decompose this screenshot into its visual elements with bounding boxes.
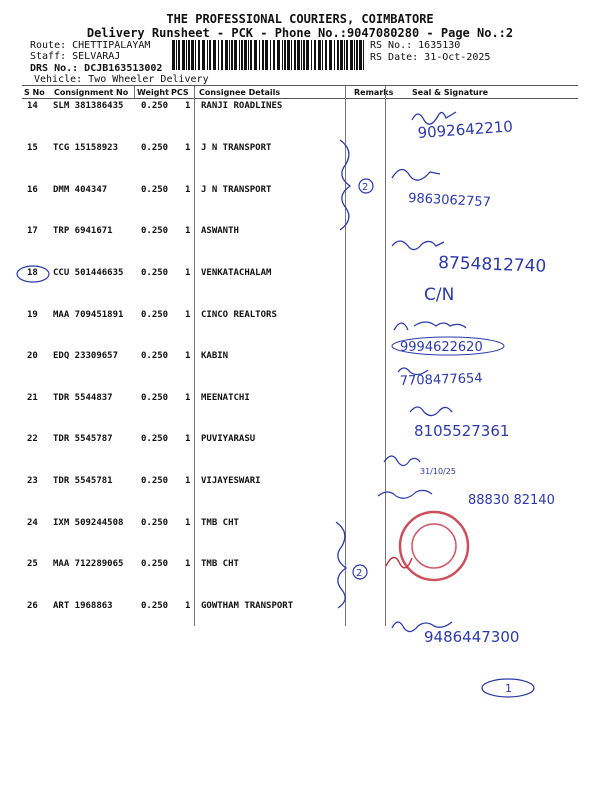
vehicle-label: Vehicle: Two Wheeler Delivery (34, 74, 209, 85)
barcode-bar (344, 40, 345, 70)
barcode-bar (182, 40, 185, 70)
circled-count-label: 2 (362, 182, 369, 193)
rs-date: RS Date: 31-Oct-2025 (370, 52, 491, 63)
barcode-bar (291, 40, 292, 70)
row-serial-number: 17 (27, 226, 38, 236)
handwritten-phone: 8754812740 (437, 253, 547, 277)
barcode-bar (311, 40, 312, 70)
handwritten-phone: 8105527361 (414, 422, 510, 440)
signature-scribble (398, 368, 428, 375)
circled-page-mark-label: 1 (505, 682, 512, 695)
row-pieces: 1 (185, 434, 191, 444)
barcode-bar (284, 40, 286, 70)
row-consignment-number: MAA 709451891 (53, 310, 124, 320)
barcode-bar (340, 40, 343, 70)
row-consignee: RANJI ROADLINES (201, 101, 283, 111)
barcode-bar (254, 40, 257, 70)
company-seal-stamp (400, 512, 468, 580)
barcode-bar (314, 40, 316, 70)
row-pieces: 1 (185, 476, 191, 486)
barcode-bar (262, 40, 264, 70)
row-consignee: VIJAYESWARI (201, 476, 261, 486)
barcode-bar (221, 40, 223, 70)
col-consignee-header: Consignee Details (199, 88, 281, 97)
staff-label: Staff: SELVARAJ (30, 51, 121, 62)
barcode-bar (282, 40, 283, 70)
row-pieces: 1 (185, 601, 191, 611)
row-consignment-number: MAA 712289065 (53, 559, 124, 569)
barcode-bar (273, 40, 275, 70)
row-consignment-number: TDR 5545781 (53, 476, 113, 486)
signature-scribble (392, 241, 444, 250)
row-consignee: VENKATACHALAM (201, 268, 272, 278)
barcode-bar (198, 40, 200, 70)
barcode-bar (303, 40, 305, 70)
handwritten-phone: 9994622620 (400, 340, 483, 355)
handwritten-bracket (392, 337, 504, 355)
barcode-bar (225, 40, 228, 70)
col-pcs-header: PCS (171, 88, 189, 97)
handwritten-phone: 9863062757 (407, 191, 492, 211)
row-pieces: 1 (185, 518, 191, 528)
col-consignment-header: Consignment No (54, 88, 129, 97)
barcode-bar (297, 40, 300, 70)
row-consignee: ASWANTH (201, 226, 239, 236)
row-consignee: CINCO REALTORS (201, 310, 277, 320)
circled-count-label: 2 (356, 568, 363, 579)
route-label: Route: CHETTIPALAYAM (30, 40, 151, 51)
row-consignee: J N TRANSPORT (201, 185, 272, 195)
barcode-bar (229, 40, 230, 70)
row-serial-number: 14 (27, 101, 38, 111)
company-seal-inner (412, 524, 456, 568)
barcode-bar (191, 40, 194, 70)
row-consignee: TMB CHT (201, 518, 239, 528)
row-pieces: 1 (185, 351, 191, 361)
barcode-bar (202, 40, 205, 70)
runsheet-subtitle: Delivery Runsheet - PCK - Phone No.:9047080280 - Page No.:2 (86, 26, 514, 40)
row-serial-number: 26 (27, 601, 38, 611)
row-pieces: 1 (185, 559, 191, 569)
barcode-bar (277, 40, 280, 70)
barcode-bar (318, 40, 321, 70)
row-weight: 0.250 (141, 393, 169, 403)
barcode-bar (231, 40, 233, 70)
barcode-bar (259, 40, 260, 70)
barcode-image (172, 40, 368, 70)
barcode-bar (301, 40, 302, 70)
row-consignment-number: TDR 5545787 (53, 434, 113, 444)
barcode-bar (346, 40, 348, 70)
rs-number: RS No.: 1635130 (370, 40, 461, 51)
barcode-bar (213, 40, 216, 70)
barcode-bar (356, 40, 358, 70)
barcode-bar (176, 40, 177, 70)
barcode-bar (354, 40, 355, 70)
barcode-bar (350, 40, 353, 70)
row-serial-number: 24 (27, 518, 38, 528)
handwritten-note: C/N (424, 285, 455, 305)
signature-scribble (384, 456, 420, 466)
barcode-bar (244, 40, 247, 70)
drs-number: DRS No.: DCJB163513002 (30, 63, 163, 74)
row-pieces: 1 (185, 310, 191, 320)
col-divider (194, 86, 195, 626)
row-serial-number: 20 (27, 351, 38, 361)
barcode-bar (195, 40, 196, 70)
header-top-rule (22, 85, 578, 86)
row-weight: 0.250 (141, 268, 169, 278)
barcode-bar (306, 40, 309, 70)
barcode-bar (322, 40, 323, 70)
handwritten-phone: 9092642210 (417, 117, 514, 142)
barcode-bar (239, 40, 240, 70)
signature-scribble (392, 169, 440, 180)
barcode-bar (248, 40, 249, 70)
barcode-bar (359, 40, 362, 70)
barcode-bar (209, 40, 211, 70)
row-consignment-number: IXM 509244508 (53, 518, 124, 528)
col-sno-header: S No (24, 88, 45, 97)
row-weight: 0.250 (141, 476, 169, 486)
barcode-bar (294, 40, 296, 70)
company-title: THE PROFESSIONAL COURIERS, COIMBATORE (166, 12, 434, 26)
barcode-bar (325, 40, 327, 70)
barcode-bar (218, 40, 219, 70)
header-bottom-rule (22, 98, 578, 99)
barcode-bar (207, 40, 208, 70)
stamp-signature (386, 557, 412, 567)
row-consignee: MEENATCHI (201, 393, 250, 403)
row-weight: 0.250 (141, 518, 169, 528)
row-serial-number: 15 (27, 143, 38, 153)
row-weight: 0.250 (141, 559, 169, 569)
row-pieces: 1 (185, 143, 191, 153)
row-pieces: 1 (185, 268, 191, 278)
row-consignment-number: CCU 501446635 (53, 268, 124, 278)
barcode-bar (234, 40, 237, 70)
row-consignee: GOWTHAM TRANSPORT (201, 601, 294, 611)
row-serial-number: 18 (27, 268, 38, 278)
col-divider (385, 86, 386, 626)
row-consignee: KABIN (201, 351, 229, 361)
barcode-bar (172, 40, 175, 70)
row-weight: 0.250 (141, 226, 169, 236)
row-weight: 0.250 (141, 434, 169, 444)
circled-page-mark (482, 679, 534, 697)
barcode-bar (178, 40, 180, 70)
barcode-bar (334, 40, 335, 70)
row-weight: 0.250 (141, 351, 169, 361)
col-remarks-header: Remarks (354, 88, 394, 97)
signature-scribble (410, 407, 452, 416)
barcode-bar (188, 40, 190, 70)
handwritten-date: 31/10/25 (420, 467, 456, 476)
col-divider (345, 86, 346, 626)
row-consignment-number: TCG 15158923 (53, 143, 119, 153)
row-consignment-number: TDR 5544837 (53, 393, 113, 403)
handwritten-phone: 88830 82140 (468, 493, 555, 508)
row-consignment-number: DMM 404347 (53, 185, 108, 195)
row-consignment-number: EDQ 23309657 (53, 351, 119, 361)
barcode-bar (186, 40, 187, 70)
row-consignment-number: SLM 381386435 (53, 101, 124, 111)
row-consignee: J N TRANSPORT (201, 143, 272, 153)
row-serial-number: 22 (27, 434, 38, 444)
row-consignee: TMB CHT (201, 559, 239, 569)
row-weight: 0.250 (141, 185, 169, 195)
row-consignment-number: ART 1968863 (53, 601, 113, 611)
barcode-bar (337, 40, 339, 70)
row-consignment-number: TRP 6941671 (53, 226, 113, 236)
handwritten-phone: 7708477654 (399, 371, 483, 389)
row-weight: 0.250 (141, 601, 169, 611)
row-serial-number: 21 (27, 393, 38, 403)
row-weight: 0.250 (141, 143, 169, 153)
signature-scribble (392, 622, 452, 632)
row-serial-number: 19 (27, 310, 38, 320)
row-consignee: PUVIYARASU (201, 434, 256, 444)
row-serial-number: 23 (27, 476, 38, 486)
col-seal-header: Seal & Signature (412, 88, 489, 97)
barcode-bar (241, 40, 243, 70)
barcode-bar (363, 40, 364, 70)
circled-count (359, 179, 373, 193)
row-pieces: 1 (185, 226, 191, 236)
handwritten-phone: 9486447300 (424, 628, 520, 646)
signature-scribble (394, 322, 466, 330)
row-weight: 0.250 (141, 101, 169, 111)
barcode-bar (265, 40, 268, 70)
barcode-bar (270, 40, 271, 70)
col-divider (134, 86, 135, 98)
row-weight: 0.250 (141, 310, 169, 320)
row-pieces: 1 (185, 185, 191, 195)
barcode-bar (329, 40, 332, 70)
signature-scribble (378, 490, 432, 498)
circled-count (353, 565, 367, 579)
row-serial-number: 16 (27, 185, 38, 195)
row-pieces: 1 (185, 101, 191, 111)
col-weight-header: Weight (137, 88, 169, 97)
row-serial-number: 25 (27, 559, 38, 569)
row-pieces: 1 (185, 393, 191, 403)
barcode-bar (250, 40, 252, 70)
signature-scribble (412, 112, 456, 124)
barcode-bar (287, 40, 290, 70)
